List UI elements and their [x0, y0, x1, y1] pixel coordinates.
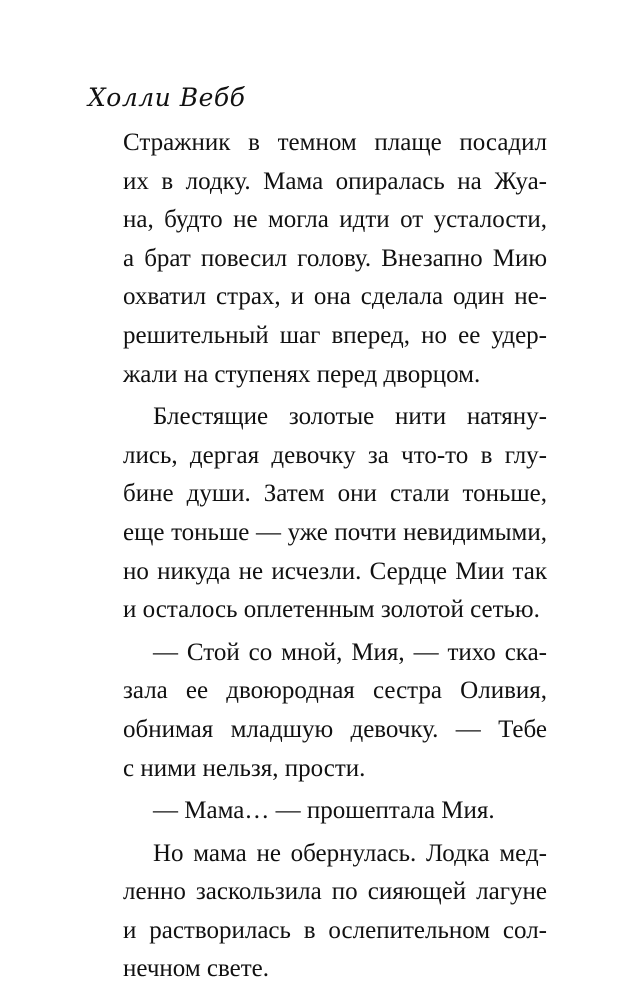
- text-line: Стражник в темном плаще посадил: [123, 129, 547, 156]
- text-line: ленно заскользила по сияющей лагуне: [123, 878, 547, 906]
- paragraph: [123, 835, 547, 989]
- paragraph: [123, 634, 547, 788]
- body-text: [123, 124, 547, 989]
- running-head-author: Холли Вебб: [88, 83, 246, 112]
- text-line: еще тоньше — уже почти невидимыми,: [123, 518, 547, 546]
- text-line: их в лодку. Мама опиралась на Жуа-: [123, 167, 547, 195]
- text-line: и осталось оплетенным золотой сетью.: [123, 596, 540, 624]
- text-line: а брат повесил голову. Внезапно Мию: [123, 244, 547, 272]
- text-line: зала ее двоюродная сестра Оливия,: [123, 677, 547, 705]
- text-line: охватил страх, и она сделала один не-: [123, 283, 547, 311]
- text-line: Но мама не обернулась. Лодка мед-: [153, 839, 547, 867]
- text-line: и растворилась в ослепительном сол-: [123, 916, 547, 944]
- text-line: Блестящие золотые нити натяну-: [153, 403, 547, 431]
- text-line: бине души. Затем они стали тоньше,: [123, 480, 547, 508]
- paragraph: [123, 398, 547, 630]
- text-line: — Мама… — прошептала Мия.: [153, 797, 495, 825]
- text-line: — Стой со мной, Мия, — тихо ска-: [153, 638, 547, 666]
- text-line: нечном свете.: [123, 955, 270, 983]
- paragraph: [123, 792, 547, 831]
- text-line: жали на ступенях перед дворцом.: [123, 360, 481, 388]
- text-line: лись, дергая девочку за что-то в глу-: [123, 441, 547, 469]
- text-line: на, будто не могла идти от усталости,: [123, 206, 547, 234]
- paragraph: [123, 124, 547, 394]
- text-line: с ними нельзя, прости.: [123, 754, 366, 782]
- text-line: решительный шаг вперед, но ее удер-: [123, 321, 547, 349]
- text-line: обнимая младшую девочку. — Тебе: [123, 715, 547, 743]
- text-line: но никуда не исчезли. Сердце Мии так: [123, 557, 547, 585]
